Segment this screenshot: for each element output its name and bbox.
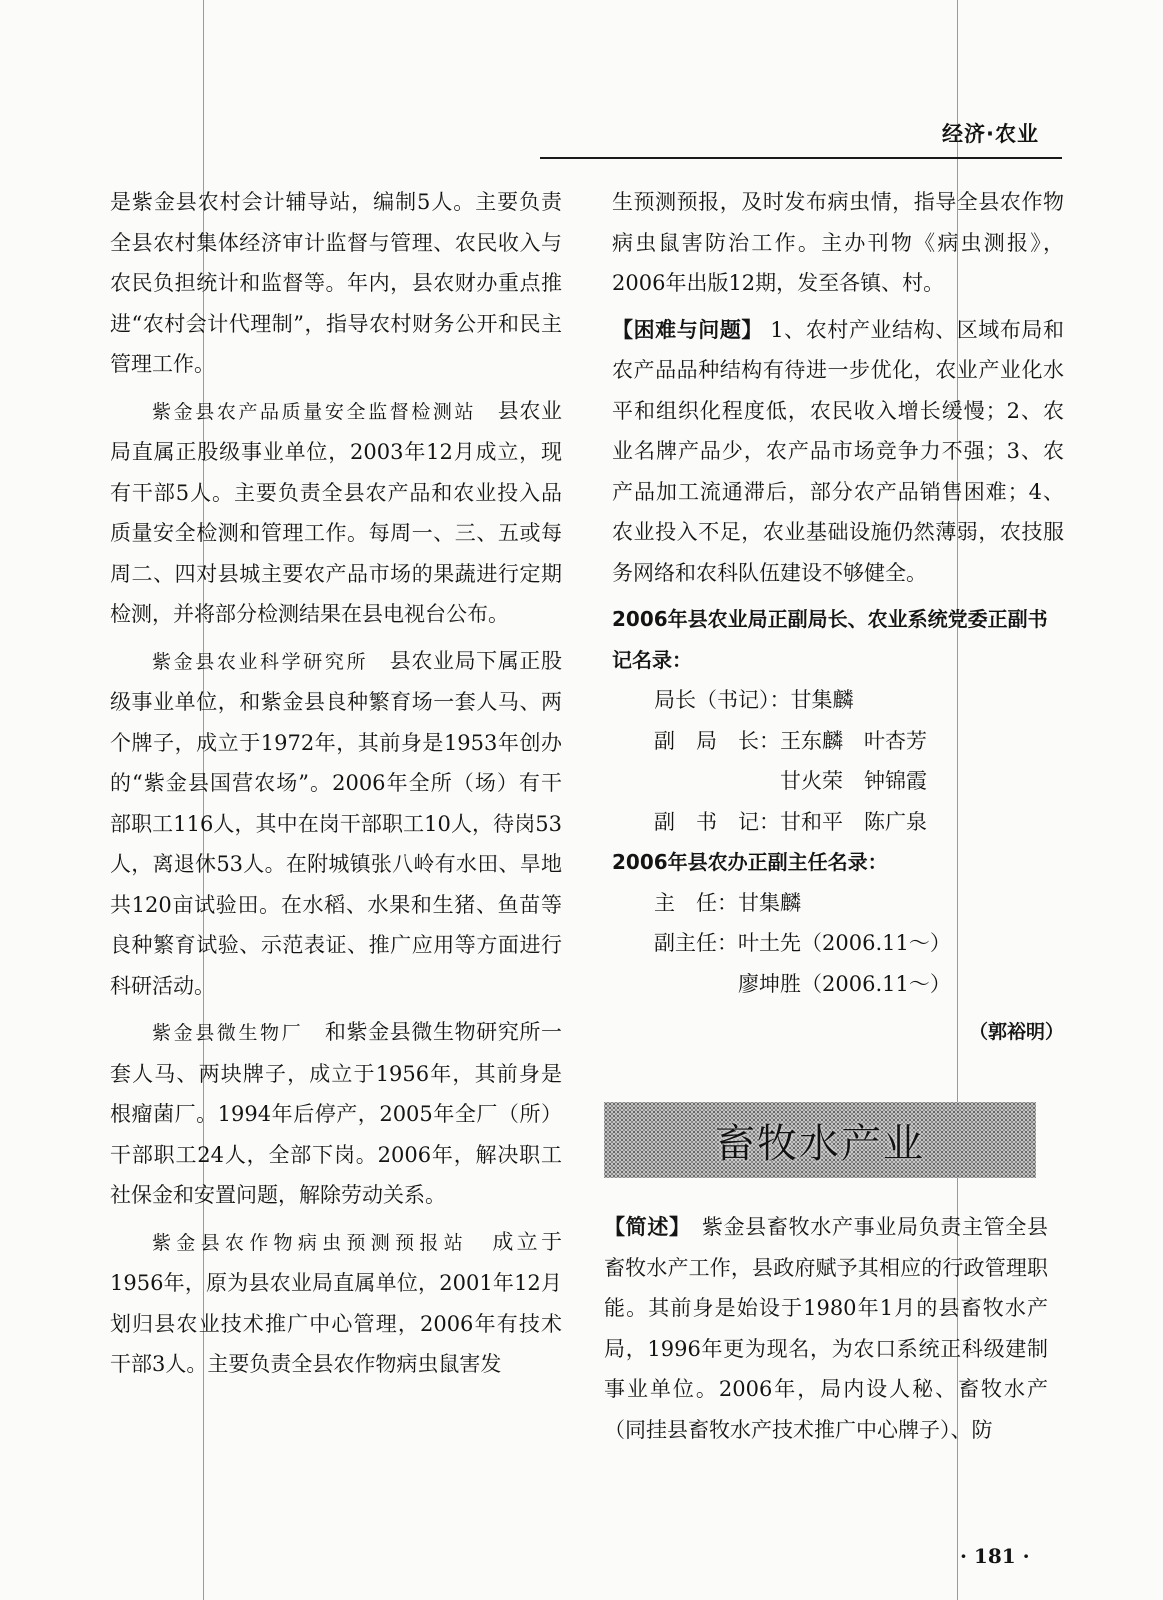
unit-title: 紫金县农业科学研究所 [152, 650, 369, 673]
roster-heading: 2006年县农办正副主任名录： [612, 850, 888, 874]
roster-heading: 2006年县农业局正副局长、农业系统党委正副书记名录： [612, 607, 1048, 672]
paragraph-body: 县农业局下属正股级事业单位，和紫金县良种繁育场一套人马、两个牌子，成立于1972年，其前身是1953年创办的“紫金县国营农场”。2006年全所（场）有干部职工116人，其中在岗干部职工10人，待岗53人，离退休53人。在附城镇张八岭有水田、旱地共120亩试验田。在水稻、水果和生猪、鱼苗等良种繁育试验、示范表证、推广应用等方面进行科研活动。 [110, 648, 563, 998]
unit-title: 紫金县农产品质量安全监督检测站 [152, 400, 477, 423]
roster-item: 廖坤胜（2006.11～） [738, 971, 951, 996]
unit-title: 紫金县农作物病虫预测预报站 [152, 1231, 469, 1254]
paragraph-body: 县农业局直属正股级事业单位，2003年12月成立，现有干部5人。主要负责全县农产品和农业投入品质量安全检测和管理工作。每周一、三、五或每周二、四对县城主要农产品市场的果蔬进行定期检测，并将部分检测结果在县电视台公布。 [110, 398, 563, 626]
author-credit: （郭裕明） [968, 1021, 1064, 1043]
page-number: · 181 · [960, 1544, 1030, 1568]
header-rule [540, 157, 1062, 159]
paragraph-body: 1、农村产业结构、区域布局和农产品品种结构有待进一步优化，农业产业化水平和组织化程度低，农民收入增长缓慢；2、农业名牌产品少，农产品市场竞争力不强；3、农产品加工流通滞后，部分农产品销售困难；4、农业投入不足，农业基础设施仍然薄弱，农技服务网络和农科队伍建设不够健全。 [612, 317, 1064, 585]
right-column-continued [604, 1207, 1048, 1450]
section-tag: 【简述】 [604, 1215, 681, 1239]
roster-item: 副 局 长：王东麟 叶杏芳 [654, 728, 927, 753]
section-tag: 【困难与问题】 [612, 317, 763, 342]
paragraph [110, 391, 562, 635]
running-header: 经济·农业 [942, 122, 1039, 146]
section-banner [604, 1102, 1036, 1178]
paragraph [612, 310, 1064, 594]
roster-list [612, 883, 1064, 1005]
section-title: 畜牧水产业 [715, 1120, 925, 1167]
left-column [110, 182, 562, 1391]
unit-title: 紫金县微生物厂 [152, 1022, 304, 1044]
roster-item: 主 任：甘集麟 [654, 890, 801, 915]
paragraph-body: 紫金县畜牧水产事业局负责主管全县畜牧水产工作，县政府赋予其相应的行政管理职能。其前身是始设于1980年1月的县畜牧水产局，1996年更为现名，为农口系统正科级建制事业单位。2006年，局内设人秘、畜牧水产（同挂县畜牧水产技术推广中心牌子）、防 [604, 1215, 1049, 1442]
roster-item: 局长（书记）：甘集麟 [654, 688, 854, 712]
paragraph [110, 1222, 562, 1385]
right-column [612, 182, 1064, 1053]
paragraph [110, 641, 562, 1007]
paragraph: 生预测预报，及时发布病虫情，指导全县农作物病虫鼠害防治工作。主办刊物《病虫测报》，2006年出版12期，发至各镇、村。 [612, 190, 1064, 295]
paragraph [110, 1012, 562, 1216]
roster-item: 副主任：叶土先（2006.11～） [654, 931, 951, 955]
paragraph: 是紫金县农村会计辅导站，编制5人。主要负责全县农村集体经济审计监督与管理、农民收入与农民负担统计和监督等。年内，县农财办重点推进“农村会计代理制”，指导农村财务公开和民主管理工作。 [110, 190, 562, 376]
paragraph-body: 和紫金县微生物研究所一套人马、两块牌子，成立于1956年，其前身是根瘤菌厂。1994年后停产，2005年全厂（所）干部职工24人，全部下岗。2006年，解决职工社保金和安置问题，解除劳动关系。 [110, 1020, 563, 1207]
roster-item: 甘火荣 钟锦霞 [780, 769, 927, 793]
paragraph [604, 1207, 1048, 1450]
roster-item: 副 书 记：甘和平 陈广泉 [654, 809, 927, 834]
paragraph-body: 成立于1956年，原为县农业局直属单位，2001年12月划归县农业技术推广中心管理，2006年有技术干部3人。主要负责全县农作物病虫鼠害发 [110, 1229, 562, 1376]
roster-list [612, 680, 1064, 842]
